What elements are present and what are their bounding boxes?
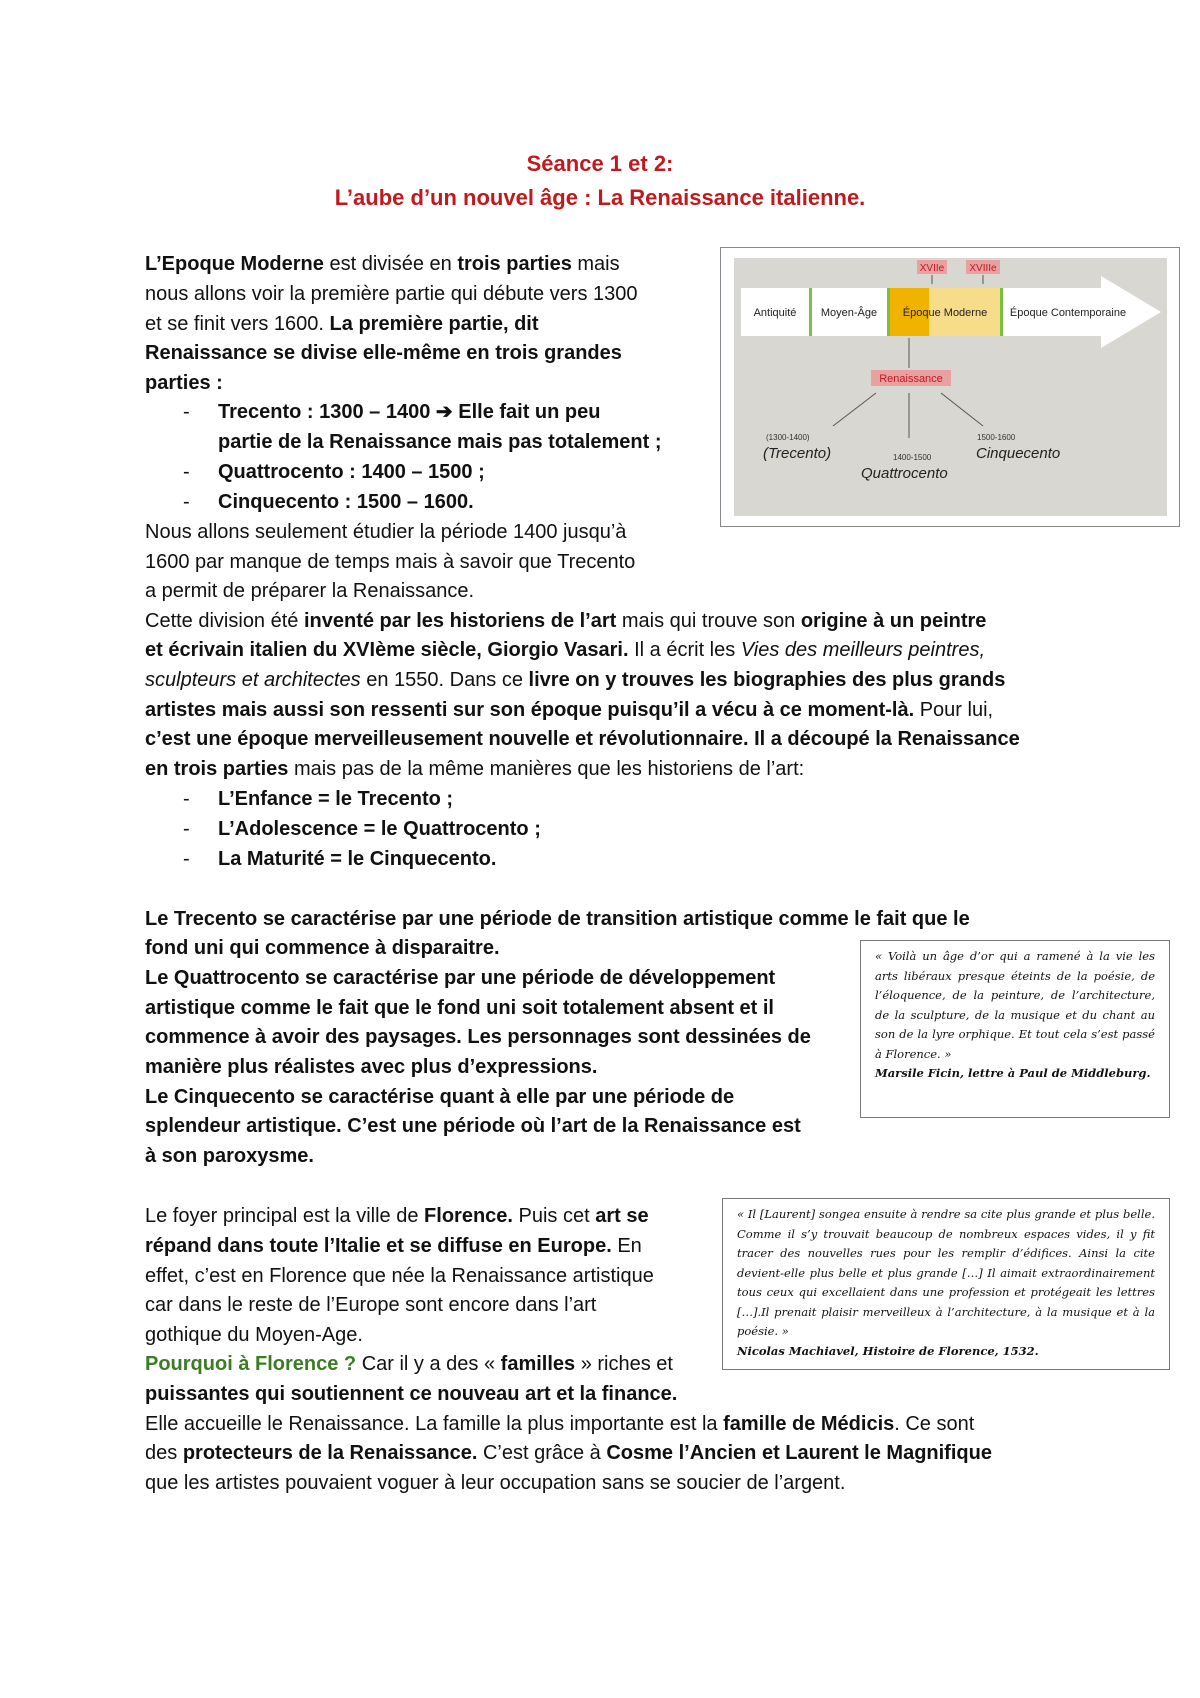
segment-epoque-contemporaine: Époque Contemporaine	[1009, 307, 1127, 319]
intro-line-3: et se finit vers 1600. La première partie, dit	[145, 313, 539, 335]
body-line: fond uni qui commence à disparaitre.	[145, 937, 500, 959]
divider	[887, 288, 890, 336]
body-line: Le foyer principal est la ville de Florence. Puis cet art se	[145, 1205, 649, 1227]
body-line: gothique du Moyen-Age.	[145, 1324, 363, 1346]
segment-epoque-moderne: Époque Moderne	[902, 307, 988, 319]
body-line: Cette division été inventé par les historiens de l’art mais qui trouve son origine à un peintre	[145, 610, 987, 632]
body-line: Le Trecento se caractérise par une période de transition artistique comme le fait que le	[145, 908, 970, 930]
tag-xviie-label: XVIIe	[919, 263, 945, 274]
segment-antiquite: Antiquité	[753, 307, 797, 319]
body-line: Le Quattrocento se caractérise par une période de développement	[145, 967, 776, 989]
body-line: Pourquoi à Florence ? Car il y a des « familles » riches et	[145, 1353, 673, 1375]
body-line: 1600 par manque de temps mais à savoir que Trecento	[145, 551, 636, 573]
intro-line-4: Renaissance se divise elle-même en trois grandes	[145, 342, 622, 364]
body-line: effet, c’est en Florence que née la Renaissance artistique	[145, 1265, 654, 1287]
body-line: commence à avoir des paysages. Les personnages sont dessinées de	[145, 1026, 811, 1048]
body-line: c’est une époque merveilleusement nouvelle et révolutionnaire. Il a découpé la Renaissance	[145, 728, 1020, 750]
body-line: splendeur artistique. C’est une période où l’art de la Renaissance est	[145, 1115, 801, 1137]
intro-line-2: nous allons voir la première partie qui débute vers 1300	[145, 283, 638, 305]
body-line: manière plus réalistes avec plus d’expressions.	[145, 1056, 598, 1078]
body-line: Le Cinquecento se caractérise quant à elle par une période de	[145, 1086, 735, 1108]
timeline-diagram	[720, 247, 1180, 527]
body-line: car dans le reste de l’Europe sont encore dans l’art	[145, 1294, 597, 1316]
list-item: Quattrocento : 1400 – 1500 ;	[218, 461, 485, 483]
segment-moyen-age: Moyen-Âge	[820, 307, 878, 319]
body-line: artistique comme le fait que le fond uni soit totalement absent et il	[145, 997, 774, 1019]
quote-author: Marsile Ficin, lettre à Paul de Middleburg.	[875, 1066, 1151, 1080]
quote-text: « Il [Laurent] songea ensuite à rendre sa cite plus grande et plus belle. Comme il s’y trouvait beaucoup de nombreux espaces vides, il y fit tracer des nouvelles rues pour les remplir d’édifices. Ainsi la cite devient-elle plus belle et plus grande […] Il aimait extraordinairement tous ceux qui excellaient dans une profession et protégeait les lettres […].Il prenait plaisir merveilleux à l’architecture, à la musique et à la poésie. »	[737, 1207, 1155, 1338]
body-line: Nous allons seulement étudier la période 1400 jusqu’à	[145, 521, 627, 543]
quattrocento-range: 1400-1500	[893, 453, 932, 462]
quote-text: « Voilà un âge d’or qui a ramené à la vie les arts libéraux presque éteints de la poésie, de l’éloquence, de la peinture, de l’architecture, de la sculpture, de la musique et du chant au son de la lyre orphique. Et tout cela s’est passé à Florence. »	[875, 949, 1155, 1061]
timeline-svg	[721, 248, 1179, 526]
list-item: La Maturité = le Cinquecento.	[218, 848, 497, 870]
cinquecento-range: 1500-1600	[977, 433, 1016, 442]
body-line: et écrivain italien du XVIème siècle, Giorgio Vasari. Il a écrit les Vies des meilleurs peintres,	[145, 639, 986, 661]
list-item: L’Adolescence = le Quattrocento ;	[218, 818, 541, 840]
divider	[809, 288, 812, 336]
divider	[1000, 288, 1003, 336]
body-line: sculpteurs et architectes en 1550. Dans ce livre on y trouves les biographies des plus grands	[145, 669, 1006, 691]
body-line: artistes mais aussi son ressenti sur son époque puisqu’il a vécu à ce moment-là. Pour lui,	[145, 699, 994, 721]
body-line: Elle accueille le Renaissance. La famille la plus importante est la famille de Médicis. Ce sont	[145, 1413, 975, 1435]
body-line: répand dans toute l’Italie et se diffuse en Europe. En	[145, 1235, 642, 1257]
quattrocento-label: Quattrocento	[861, 465, 948, 482]
body-line: des protecteurs de la Renaissance. C’est grâce à Cosme l’Ancien et Laurent le Magnifique	[145, 1442, 992, 1464]
body-line: que les artistes pouvaient voguer à leur occupation sans se soucier de l’argent.	[145, 1472, 846, 1494]
list-item: L’Enfance = le Trecento ;	[218, 788, 454, 810]
list-item-continuation: partie de la Renaissance mais pas totalement ;	[218, 431, 662, 453]
list-item: Cinquecento : 1500 – 1600.	[218, 491, 474, 513]
body-line: à son paroxysme.	[145, 1145, 314, 1167]
body-line: puissantes qui soutiennent ce nouveau art et la finance.	[145, 1383, 678, 1405]
intro-line-5: parties :	[145, 372, 223, 394]
body-line: en trois parties mais pas de la même manières que les historiens de l’art:	[145, 758, 805, 780]
trecento-label: (Trecento)	[763, 445, 832, 462]
intro-line-1: L’Epoque Moderne est divisée en trois parties mais	[145, 253, 620, 275]
list-item: Trecento : 1300 – 1400 ➔ Elle fait un peu	[218, 401, 601, 423]
tag-xviiie-label: XVIIIe	[969, 263, 997, 274]
body-line: a permit de préparer la Renaissance.	[145, 580, 475, 602]
quote-box-machiavel	[722, 1198, 1170, 1370]
page-subtitle: L’aube d’un nouvel âge : La Renaissance italienne.	[334, 185, 866, 210]
quote-author: Nicolas Machiavel, Histoire de Florence, 1532.	[737, 1343, 1039, 1358]
quote-box-ficin	[860, 940, 1170, 1118]
trecento-range: (1300-1400)	[766, 433, 810, 442]
cinquecento-label: Cinquecento	[976, 445, 1061, 462]
renaissance-label: Renaissance	[879, 373, 943, 385]
page-title: Séance 1 et 2:	[526, 151, 674, 176]
